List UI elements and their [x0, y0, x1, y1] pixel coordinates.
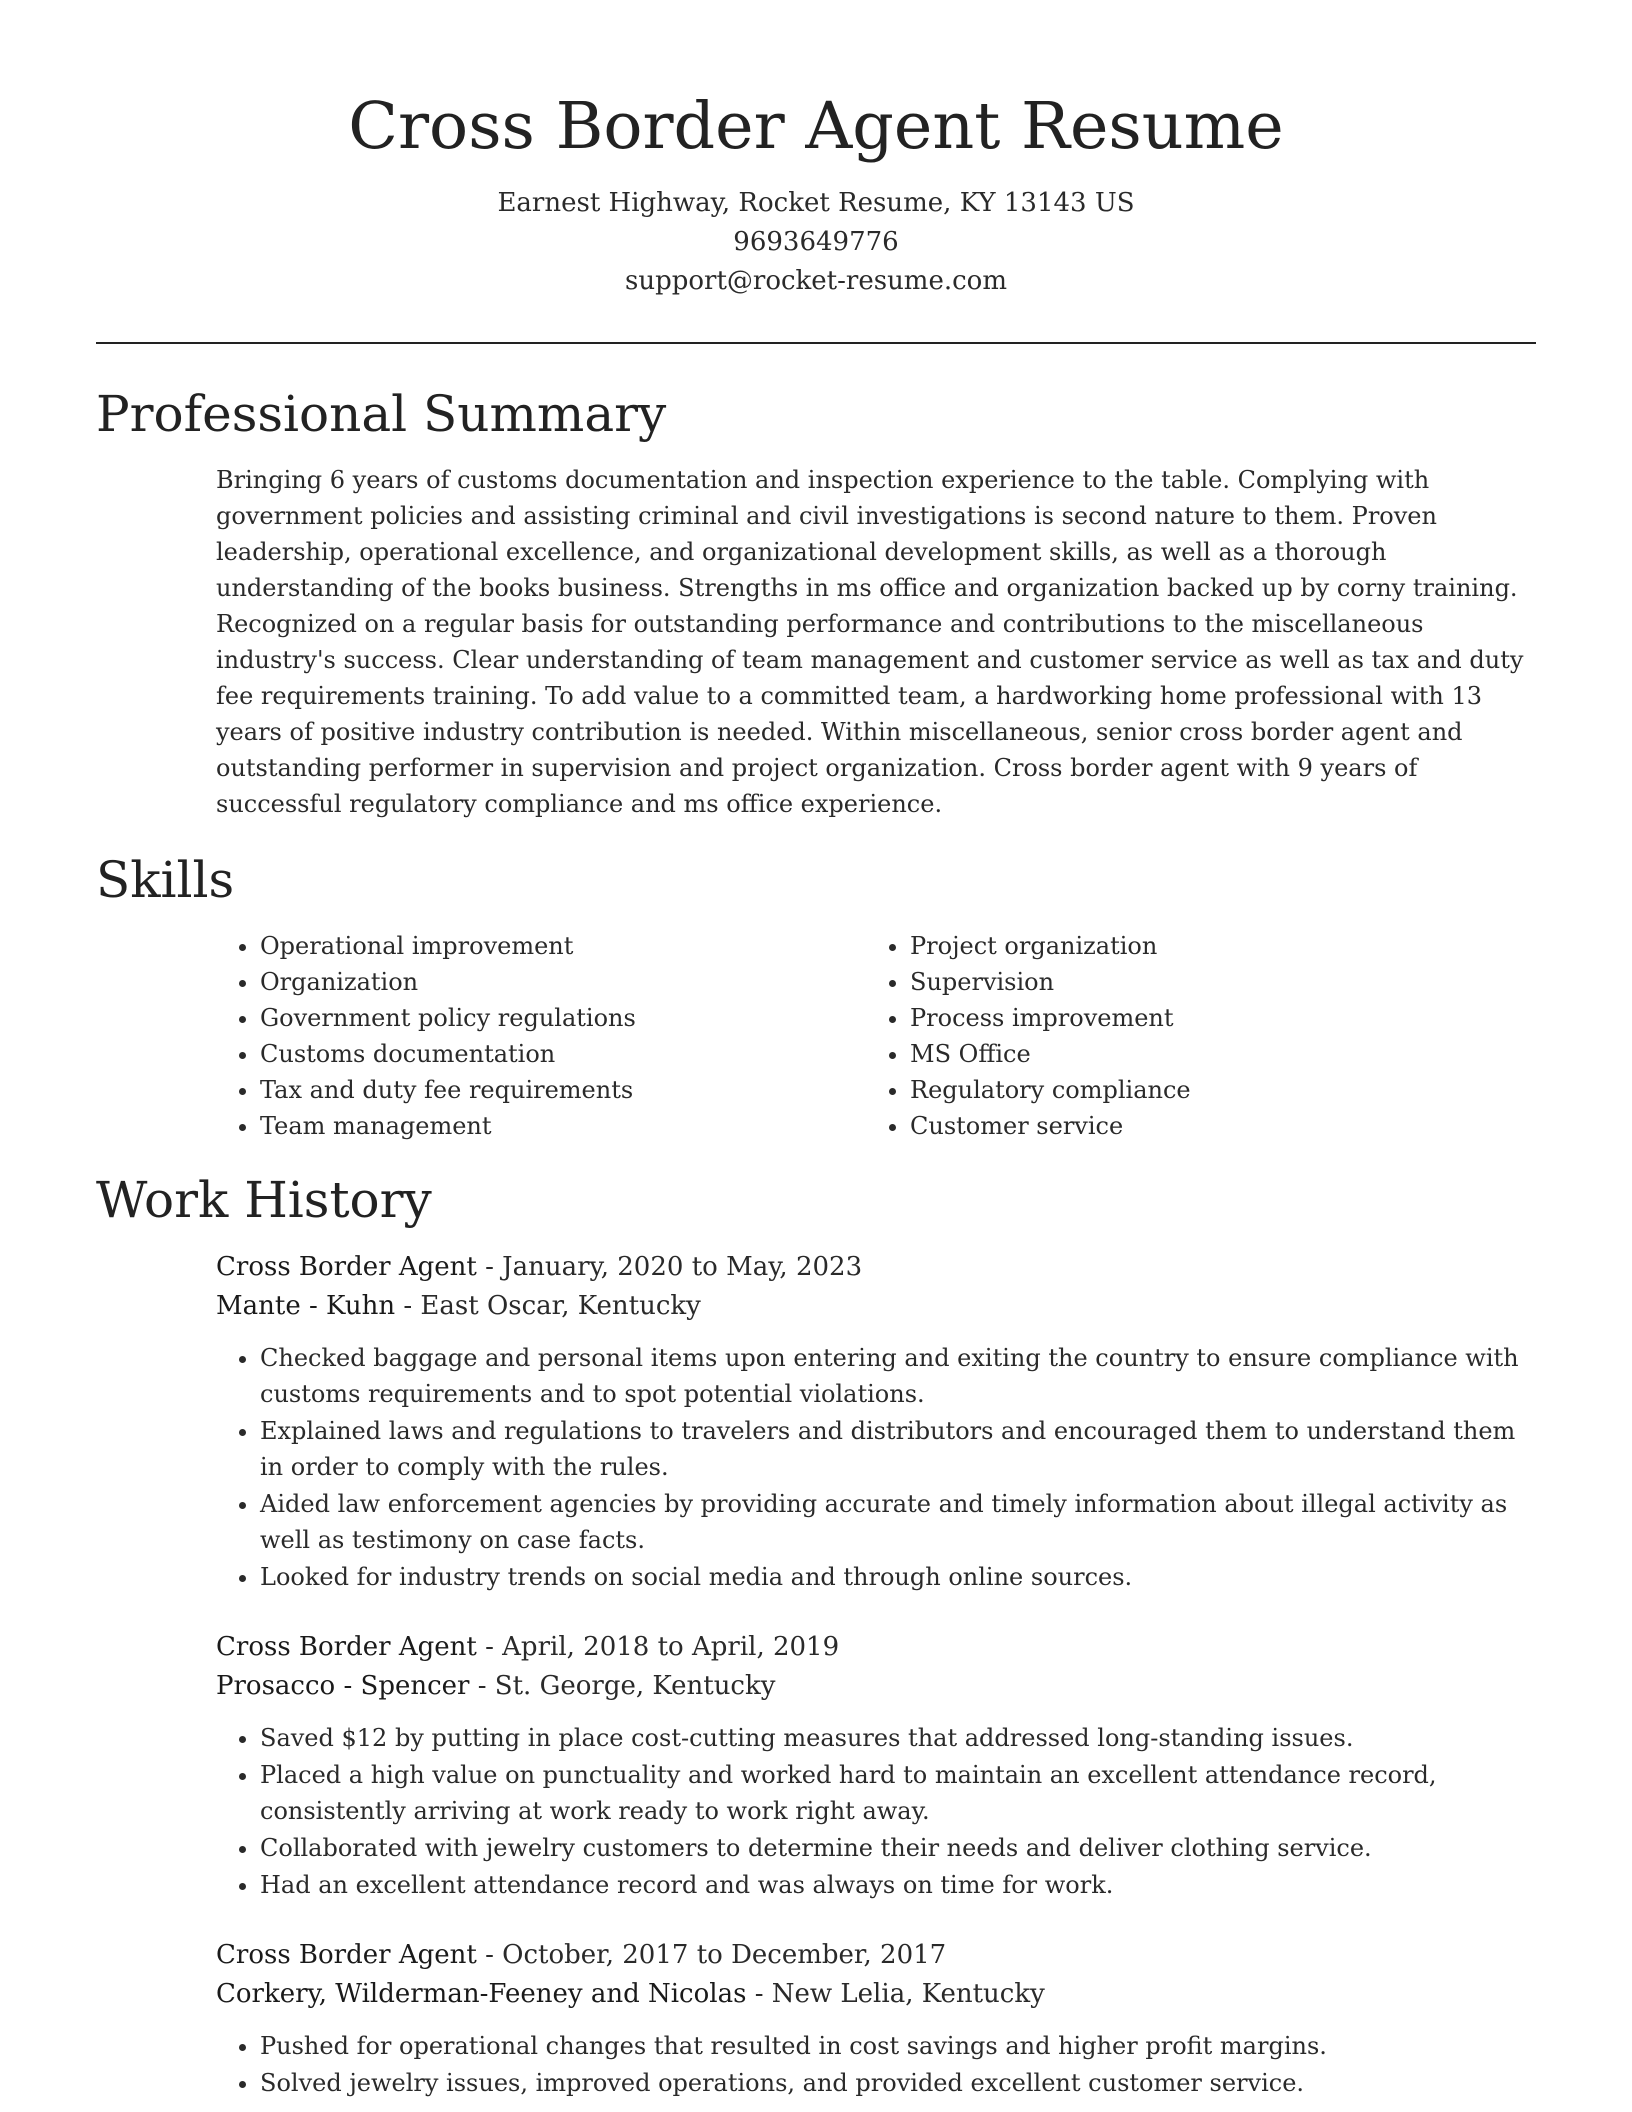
contact-address: Earnest Highway, Rocket Resume, KY 13143 US	[497, 188, 1135, 218]
job-bullet: • Placed a high value on punctuality and worked hard to maintain an excellent attendance record, consistently arriving at work ready to work right away.	[260, 1757, 1546, 1829]
job-location: - St. George, Kentucky	[469, 1671, 776, 1701]
job-dates: - October, 2017 to December, 2017	[476, 1940, 947, 1970]
job-title-line	[216, 1628, 1546, 1667]
job-entry	[216, 1628, 1546, 1904]
skill-item: • Project organization	[910, 928, 1516, 964]
job-bullet: • Looked for industry trends on social media and through online sources.	[260, 1559, 1546, 1595]
job-bullets	[216, 2028, 1546, 2101]
job-company: Prosacco - Spencer	[216, 1671, 470, 1701]
job-location: - East Oscar, Kentucky	[395, 1291, 701, 1321]
skill-item: • Tax and duty fee requirements	[260, 1072, 866, 1108]
resume-title: Cross Border Agent Resume	[348, 89, 1284, 164]
job-bullets	[216, 1720, 1546, 1903]
skill-item: • Regulatory compliance	[910, 1072, 1516, 1108]
job-bullet: • Explained laws and regulations to travelers and distributors and encouraged them to understand them in order to comply with the rules.	[260, 1413, 1546, 1485]
skill-item: • Organization	[260, 964, 866, 1000]
job-company: Mante - Kuhn	[216, 1291, 396, 1321]
job-bullet: • Pushed for operational changes that resulted in cost savings and higher profit margins.	[260, 2028, 1546, 2064]
job-company-line	[216, 1975, 1546, 2014]
skills-heading: Skills	[96, 851, 235, 909]
job-role: Cross Border Agent	[216, 1940, 477, 1970]
summary-heading: Professional Summary	[96, 385, 667, 443]
job-role: Cross Border Agent	[216, 1252, 477, 1282]
job-company-line	[216, 1667, 1546, 1706]
job-dates: - January, 2020 to May, 2023	[476, 1252, 863, 1282]
contact-phone: 9693649776	[733, 227, 899, 257]
skill-item: • Process improvement	[910, 1000, 1516, 1036]
job-bullet: • Had an excellent attendance record and was always on time for work.	[260, 1867, 1546, 1903]
skill-item: • Customs documentation	[260, 1036, 866, 1072]
job-dates: - April, 2018 to April, 2019	[476, 1632, 840, 1662]
resume-header	[96, 82, 1536, 301]
job-entry	[216, 1936, 1546, 2102]
skills-column-left	[216, 928, 866, 1144]
job-bullet: • Saved $12 by putting in place cost-cutting measures that addressed long-standing issues.	[260, 1720, 1546, 1756]
contact-email: support@rocket-resume.com	[624, 266, 1007, 296]
job-company: Corkery, Wilderman-Feeney and Nicolas	[216, 1979, 747, 2009]
skill-item: • Operational improvement	[260, 928, 866, 964]
job-location: - New Lelia, Kentucky	[746, 1979, 1045, 2009]
job-company-line	[216, 1287, 1546, 1326]
job-title-line	[216, 1936, 1546, 1975]
skill-item: • Customer service	[910, 1108, 1516, 1144]
job-bullets	[216, 1340, 1546, 1595]
job-title-line	[216, 1248, 1546, 1287]
header-divider	[96, 342, 1536, 344]
skill-item: • MS Office	[910, 1036, 1516, 1072]
job-entry	[216, 1248, 1546, 1596]
summary-text: Bringing 6 years of customs documentation and inspection experience to the table. Complying with government policies and assisting criminal and civil investigations is second nature to them. Proven leadership, operational excellence, and organizational development skills, as well as a thorough understanding of the books business. Strengths in ms office and organization backed up by corny training. Recognized on a regular basis for outstanding performance and contributions to the miscellaneous industry's success. Clear understanding of team management and customer service as well as tax and duty fee requirements training. To add value to a committed team, a hardworking home professional with 13 years of positive industry contribution is needed. Within miscellaneous, senior cross border agent and outstanding performer in supervision and project organization. Cross border agent with 9 years of successful regulatory compliance and ms office experience.	[216, 466, 1524, 818]
skill-item: • Team management	[260, 1108, 866, 1144]
job-bullet: • Solved jewelry issues, improved operations, and provided excellent customer service.	[260, 2065, 1546, 2101]
job-bullet: • Checked baggage and personal items upon entering and exiting the country to ensure compliance with customs requirements and to spot potential violations.	[260, 1340, 1546, 1412]
work-history-heading: Work History	[96, 1171, 432, 1229]
job-bullet: • Aided law enforcement agencies by providing accurate and timely information about illegal activity as well as testimony on case facts.	[260, 1486, 1546, 1558]
job-bullet: • Collaborated with jewelry customers to determine their needs and deliver clothing service.	[260, 1830, 1546, 1866]
skill-item: • Supervision	[910, 964, 1516, 1000]
skill-item: • Government policy regulations	[260, 1000, 866, 1036]
skills-column-right	[866, 928, 1516, 1144]
job-role: Cross Border Agent	[216, 1632, 477, 1662]
skills-list	[216, 928, 1536, 1144]
